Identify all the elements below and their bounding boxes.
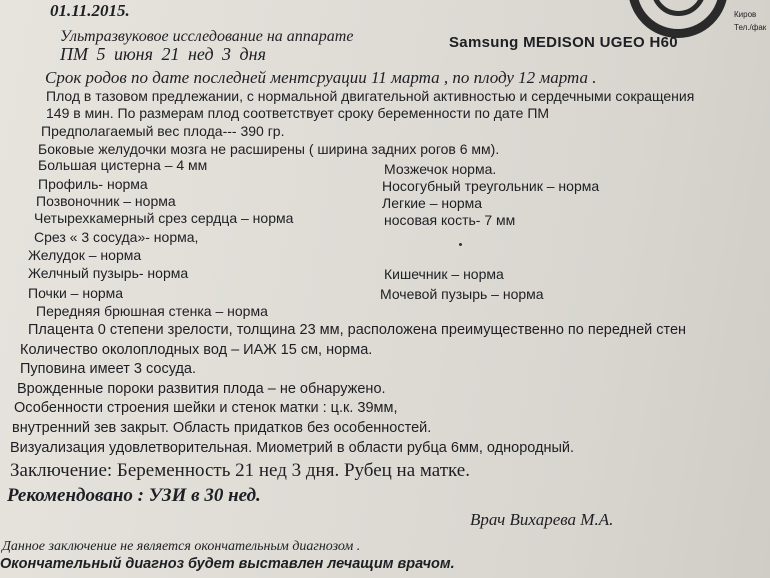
finding-right: Легкие – норма [382, 195, 483, 211]
cervix-line: Особенности строения шейки и стенок матки : ц.к. 39мм, [14, 400, 398, 416]
corner-city: Киров [734, 10, 757, 19]
recommendation: Рекомендовано : УЗИ в 30 нед. [7, 485, 261, 506]
os-line: внутренний зев закрыт. Область придатков без особенностей. [12, 420, 432, 436]
finding-left: Желудок – норма [28, 247, 142, 263]
finding-left: Почки – норма [28, 285, 124, 301]
body-line: 149 в мин. По размерам плод соответствует сроку беременности по дате ПМ [46, 105, 550, 121]
finding-left: Желчный пузырь- норма [28, 265, 189, 281]
placenta-line: Плацента 0 степени зрелости, толщина 23 мм, расположена преимущественно по передней стен [28, 322, 687, 338]
finding-left: Большая цистерна – 4 мм [38, 157, 208, 173]
finding-right: Носогубный треугольник – норма [382, 178, 600, 194]
finding-right: Кишечник – норма [384, 266, 504, 282]
final-diagnosis-note: Окончательный диагноз будет выставлен лечащим врачом. [0, 556, 455, 572]
fetal-weight: Предполагаемый вес плода--- 390 гр. [41, 123, 285, 139]
finding-left: Четырехкамерный срез сердца – норма [34, 210, 294, 226]
study-title: Ультразвуковое исследование на аппарате [60, 28, 354, 45]
ink-speck [459, 243, 462, 246]
disclaimer-note: Данное заключение не является окончательным диагнозом . [2, 539, 361, 554]
finding-right: Мочевой пузырь – норма [380, 286, 544, 302]
ventricles-line: Боковые желудочки мозга не расширены ( ширина задних рогов 6 мм). [38, 141, 500, 157]
finding-left: Позвоночник – норма [36, 193, 176, 209]
clinic-logo [628, 0, 728, 38]
finding-left: Срез « 3 сосуда»- норма, [34, 229, 199, 245]
finding-left: Передняя брюшная стенка – норма [36, 303, 268, 319]
corner-phone: Тел./фак [734, 23, 767, 32]
lmp-line: ПМ 5 июня 21 нед 3 дня [60, 44, 266, 64]
device-name: Samsung MEDISON UGEO H60 [449, 34, 678, 51]
finding-right: Мозжечок норма. [384, 161, 497, 177]
finding-left: Профиль- норма [38, 176, 148, 192]
body-line: Плод в тазовом предлежании, с нормальной двигательной активностью и сердечными сокращения [46, 88, 695, 104]
doctor-name: Врач Вихарева М.А. [470, 510, 614, 529]
cord-line: Пуповина имеет 3 сосуда. [20, 361, 197, 377]
defects-line: Врожденные пороки развития плода – не обнаружено. [17, 381, 386, 397]
finding-right: носовая кость- 7 мм [384, 212, 516, 228]
amniotic-line: Количество околоплодных вод – ИАЖ 15 см, норма. [20, 342, 373, 358]
report-date: 01.11.2015. [50, 1, 130, 20]
conclusion: Заключение: Беременность 21 нед 3 дня. Рубец на матке. [10, 460, 470, 481]
visualization-line: Визуализация удовлетворительная. Миометрий в области рубца 6мм, однородный. [10, 440, 575, 456]
due-date-line: Срок родов по дате последней ментсруации 11 марта , по плоду 12 марта . [45, 68, 597, 87]
